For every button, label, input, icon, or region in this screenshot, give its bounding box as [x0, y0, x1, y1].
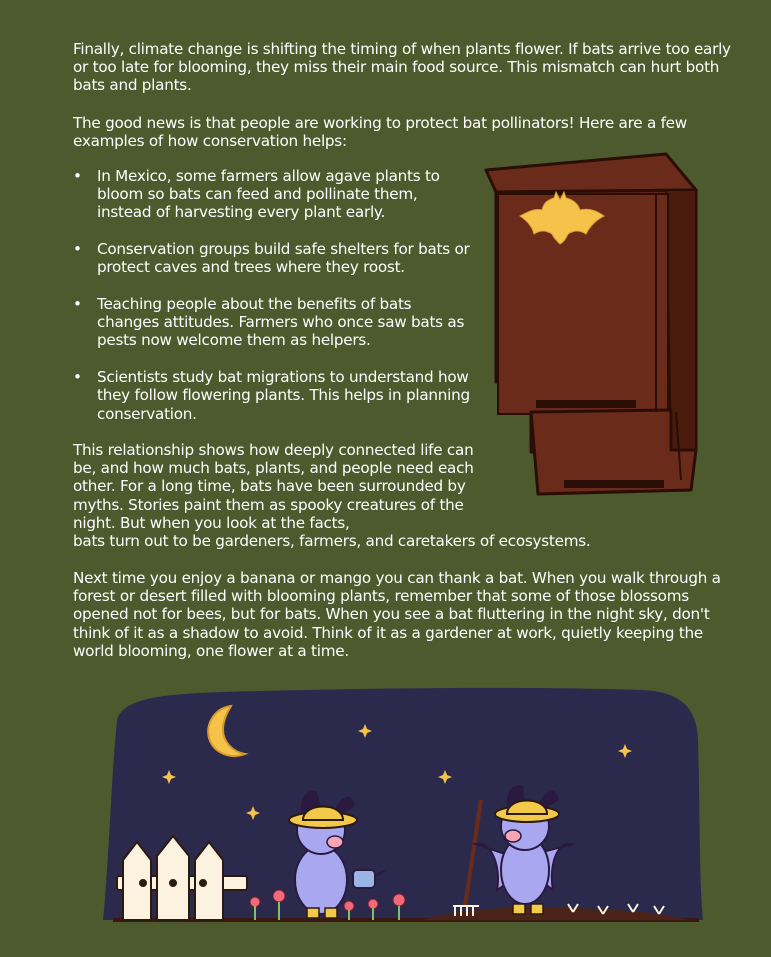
- bullet-marker: •: [73, 295, 82, 314]
- bullet-marker: •: [73, 368, 82, 387]
- list-item: [73, 167, 473, 222]
- list-item-text: Conservation groups build safe shelters for bats or protect caves and trees where they roost.: [97, 240, 470, 277]
- paragraph-climate: Finally, climate change is shifting the timing of when plants flower. If bats arrive too early or too late for blooming, they miss their main food source. This mismatch can hurt both bats and plants.: [73, 40, 731, 95]
- list-item: [73, 240, 473, 276]
- paragraph-relationship: [73, 441, 633, 550]
- paragraph-next-time: Next time you enjoy a banana or mango you can thank a bat. When you walk through a forest or desert filled with blooming plants, remember that some of those blossoms opened not for bees, but for bats. When you see a bat fluttering in the night sky, don't think of it as a shadow to avoid. Think of it as a gardener at work, quietly keeping the world blooming, one flower at a time.: [73, 569, 721, 660]
- relationship-text-narrow: This relationship shows how deeply connected life can be, and how much bats, plants, and people need each other. For a long time, bats have been surrounded by myths. Stories paint them as spooky creatures of the night. But when you look at the facts,: [73, 441, 474, 532]
- bullet-marker: •: [73, 167, 82, 185]
- conservation-list: [73, 167, 473, 441]
- bullet-marker: •: [73, 240, 82, 259]
- list-item-text: Teaching people about the benefits of bats changes attitudes. Farmers who once saw bats as pests now welcome them as helpers.: [97, 295, 465, 350]
- list-item-text: In Mexico, some farmers allow agave plants to bloom so bats can feed and pollinate them, instead of harvesting every plant early.: [97, 167, 440, 222]
- list-item-text: Scientists study bat migrations to understand how they follow flowering plants. This helps in planning conservation.: [97, 368, 470, 423]
- bats-gardening-at-night-illustration: [103, 680, 703, 930]
- list-item: [73, 368, 473, 423]
- paragraph-good-news: The good news is that people are working to protect bat pollinators! Here are a few examples of how conservation helps:: [73, 114, 687, 151]
- relationship-text-wide: bats turn out to be gardeners, farmers, and caretakers of ecosystems.: [73, 532, 591, 551]
- list-item: [73, 295, 473, 350]
